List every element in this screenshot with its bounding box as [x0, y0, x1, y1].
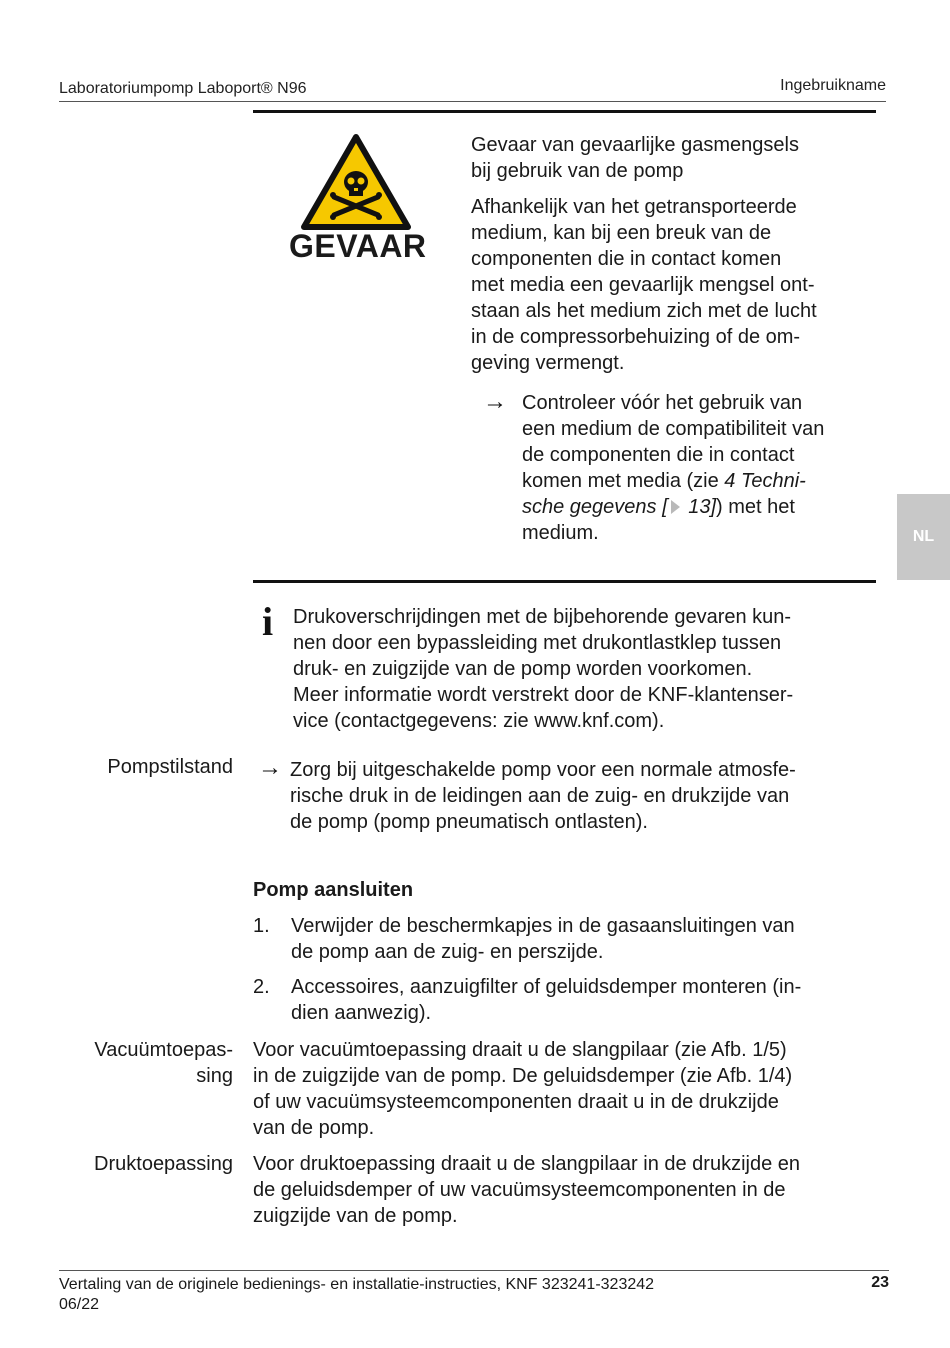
danger-body-line: in de compressorbehuizing of de om- — [471, 326, 801, 348]
list-item-line: Accessoires, aanzuigfilter of geluidsdemper monteren (in- — [291, 976, 802, 998]
danger-action-line: Controleer vóór het gebruik van — [522, 392, 803, 414]
list-item — [291, 913, 881, 965]
danger-body-line: componenten die in contact komen — [471, 248, 782, 270]
danger-body-line: medium, kan bij een breuk van de — [471, 222, 772, 244]
danger-top-rule — [253, 110, 876, 113]
druk-line: zuigzijde van de pomp. — [253, 1205, 458, 1227]
page-reference-number[interactable]: 13] — [682, 496, 717, 518]
danger-action-line: de componenten die in contact — [522, 444, 795, 466]
side-label-pompstilstand: Pompstilstand — [107, 756, 233, 778]
info-icon: i — [262, 599, 274, 644]
danger-title — [471, 132, 881, 184]
danger-action-line — [522, 468, 882, 494]
vacuum-text — [253, 1037, 878, 1141]
druk-line: de geluidsdemper of uw vacuümsysteemcomponenten in de — [253, 1179, 786, 1201]
vacuum-line: of uw vacuümsysteemcomponenten draait u in de drukzijde — [253, 1091, 779, 1113]
pompstilstand-line: de pomp (pomp pneumatisch ontlasten). — [290, 811, 648, 833]
danger-action-line: medium. — [522, 522, 599, 544]
arrow-right-icon: → — [483, 388, 507, 415]
page-number: 23 — [871, 1274, 889, 1291]
header-rule — [59, 101, 886, 102]
pompstilstand-line: Zorg bij uitgeschakelde pomp voor een normale atmosfe- — [290, 759, 796, 781]
danger-body-line: met media een gevaarlijk mengsel ont- — [471, 274, 815, 296]
druk-text — [253, 1151, 883, 1229]
info-line: Meer informatie wordt verstrekt door de KNF-klantenser- — [293, 684, 794, 706]
side-label-vacuumtoepassing — [40, 1037, 233, 1089]
info-line: vice (contactgegevens: zie www.knf.com). — [293, 710, 665, 732]
list-item-line: dien aanwezig). — [291, 1002, 432, 1024]
danger-body-line: Afhankelijk van het getransporteerde — [471, 196, 797, 218]
header-left: Laboratoriumpomp Laboport® N96 — [59, 80, 307, 97]
danger-action-line — [522, 494, 882, 520]
druk-line: Voor druktoepassing draait u de slangpilaar in de drukzijde en — [253, 1153, 801, 1175]
info-line: druk- en zuigzijde van de pomp worden voorkomen. — [293, 658, 753, 680]
list-item-line: de pomp aan de zuig- en perszijde. — [291, 941, 604, 963]
arrow-right-icon: → — [258, 754, 282, 781]
danger-body-line: staan als het medium zich met de lucht — [471, 300, 817, 322]
vacuum-line: in de zuigzijde van de pomp. De geluidsdemper (zie Afb. 1/4) — [253, 1065, 793, 1087]
list-item — [291, 974, 881, 1026]
list-item-line: Verwijder de beschermkapjes in de gasaansluitingen van — [291, 915, 795, 937]
footer-line: 06/22 — [59, 1296, 100, 1313]
danger-body — [471, 194, 881, 376]
language-tab: NL — [897, 494, 950, 580]
side-label-line: sing — [196, 1065, 233, 1087]
cross-reference-link[interactable]: 4 Techni- — [724, 470, 806, 492]
danger-action-text: ) met het — [716, 496, 795, 518]
danger-action-text: komen met media (zie — [522, 470, 725, 492]
danger-title-line: bij gebruik van de pomp — [471, 160, 684, 182]
footer-line: Vertaling van de originele bedienings- en installatie-instructies, KNF 323241-323242 — [59, 1276, 655, 1293]
section-heading: Pomp aansluiten — [253, 879, 414, 901]
pompstilstand-text — [290, 757, 875, 835]
side-label-druktoepassing: Druktoepassing — [94, 1153, 233, 1175]
pompstilstand-line: rische druk in de leidingen aan de zuig- en drukzijde van — [290, 785, 790, 807]
list-number: 1. — [253, 915, 270, 937]
page-reference-icon — [671, 500, 680, 514]
danger-action — [522, 390, 882, 546]
footer-text — [59, 1275, 654, 1315]
danger-body-line: geving vermengt. — [471, 352, 625, 374]
warning-triangle-skull-icon — [300, 133, 412, 233]
cross-reference-link[interactable]: sche gegevens [ — [522, 496, 668, 518]
info-line: Drukoverschrijdingen met de bijbehorende gevaren kun- — [293, 606, 792, 628]
danger-title-line: Gevaar van gevaarlijke gasmengsels — [471, 134, 799, 156]
side-label-line: Vacuümtoepas- — [94, 1039, 233, 1061]
vacuum-line: Voor vacuümtoepassing draait u de slangpilaar (zie Afb. 1/5) — [253, 1039, 787, 1061]
vacuum-line: van de pomp. — [253, 1117, 375, 1139]
info-text — [293, 604, 873, 734]
danger-action-line: een medium de compatibiliteit van — [522, 418, 825, 440]
header-right: Ingebruikname — [780, 77, 886, 94]
info-line: nen door een bypassleiding met drukontlastklep tussen — [293, 632, 782, 654]
danger-bottom-rule — [253, 580, 876, 583]
danger-signal-word: GEVAAR — [289, 228, 427, 264]
list-number: 2. — [253, 976, 270, 998]
footer-rule — [59, 1270, 889, 1271]
